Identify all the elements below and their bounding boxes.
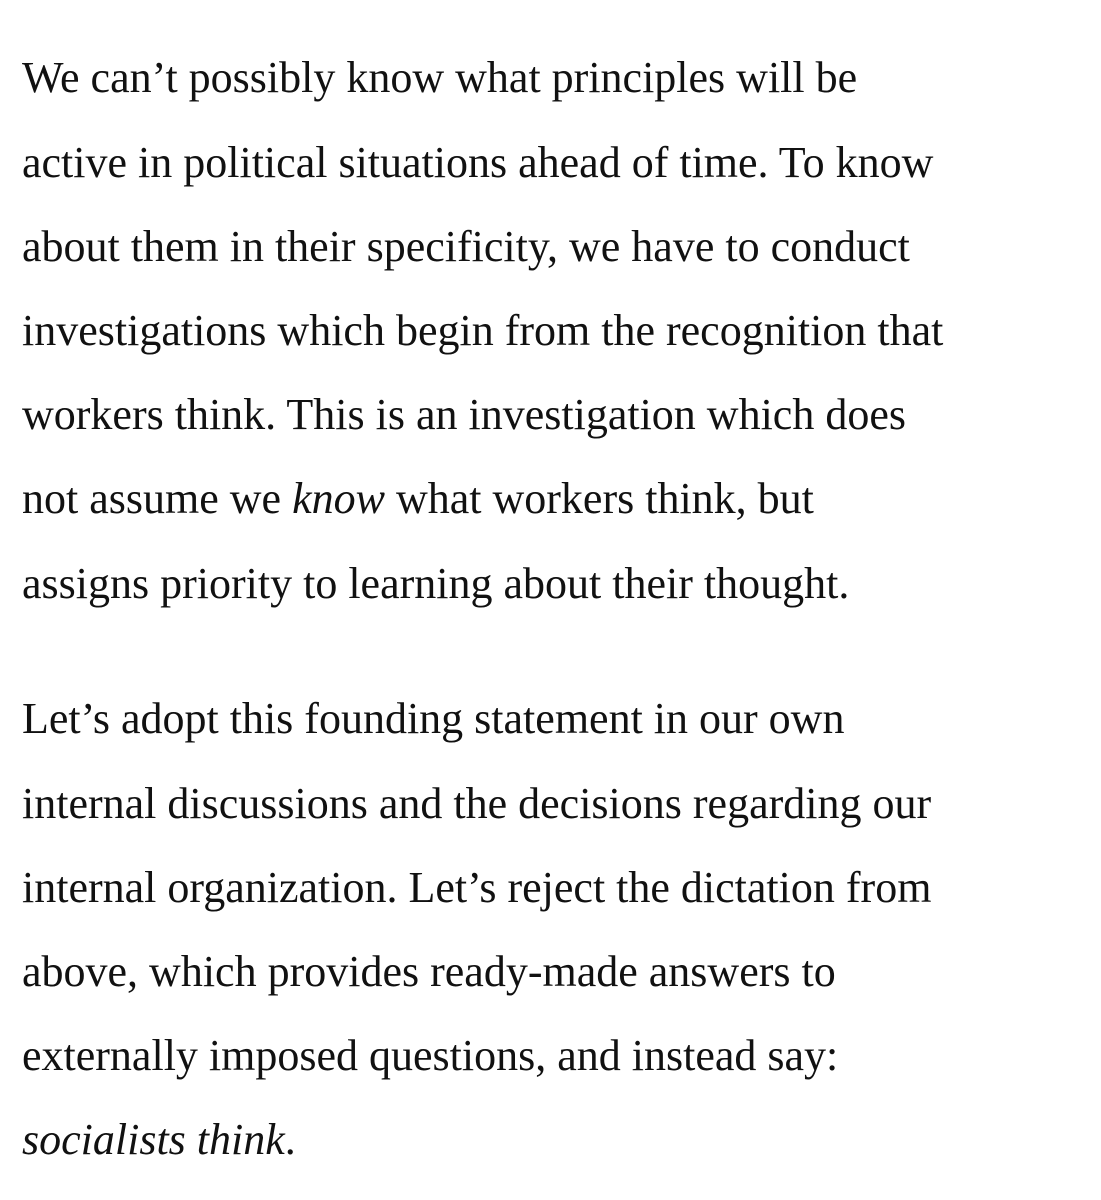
emphasis-know: know <box>292 474 385 523</box>
text-line: investigations which begin from the recognition that <box>22 306 944 355</box>
text-line: active in political situations ahead of time. To know <box>22 138 934 187</box>
text-line: about them in their specificity, we have to conduct <box>22 222 910 271</box>
text-segment: . <box>284 1115 296 1164</box>
text-line: We can’t possibly know what principles will be <box>22 53 858 102</box>
text-segment: what workers think, but <box>384 474 814 523</box>
text-line: Let’s adopt this founding statement in our own <box>22 694 845 743</box>
text-line <box>22 1110 296 1170</box>
text-line: workers think. This is an investigation which does <box>22 390 906 439</box>
emphasis-socialists-think: socialists think <box>22 1115 285 1164</box>
text-line: externally imposed questions, and instead say: <box>22 1031 839 1080</box>
text-line: assigns priority to learning about their thought. <box>22 559 850 608</box>
text-line <box>22 469 814 529</box>
text-line: internal organization. Let’s reject the dictation from <box>22 863 932 912</box>
text-line: above, which provides ready-made answers to <box>22 947 836 996</box>
text-segment: not assume we <box>22 474 293 523</box>
text-line: internal discussions and the decisions regarding our <box>22 779 932 828</box>
